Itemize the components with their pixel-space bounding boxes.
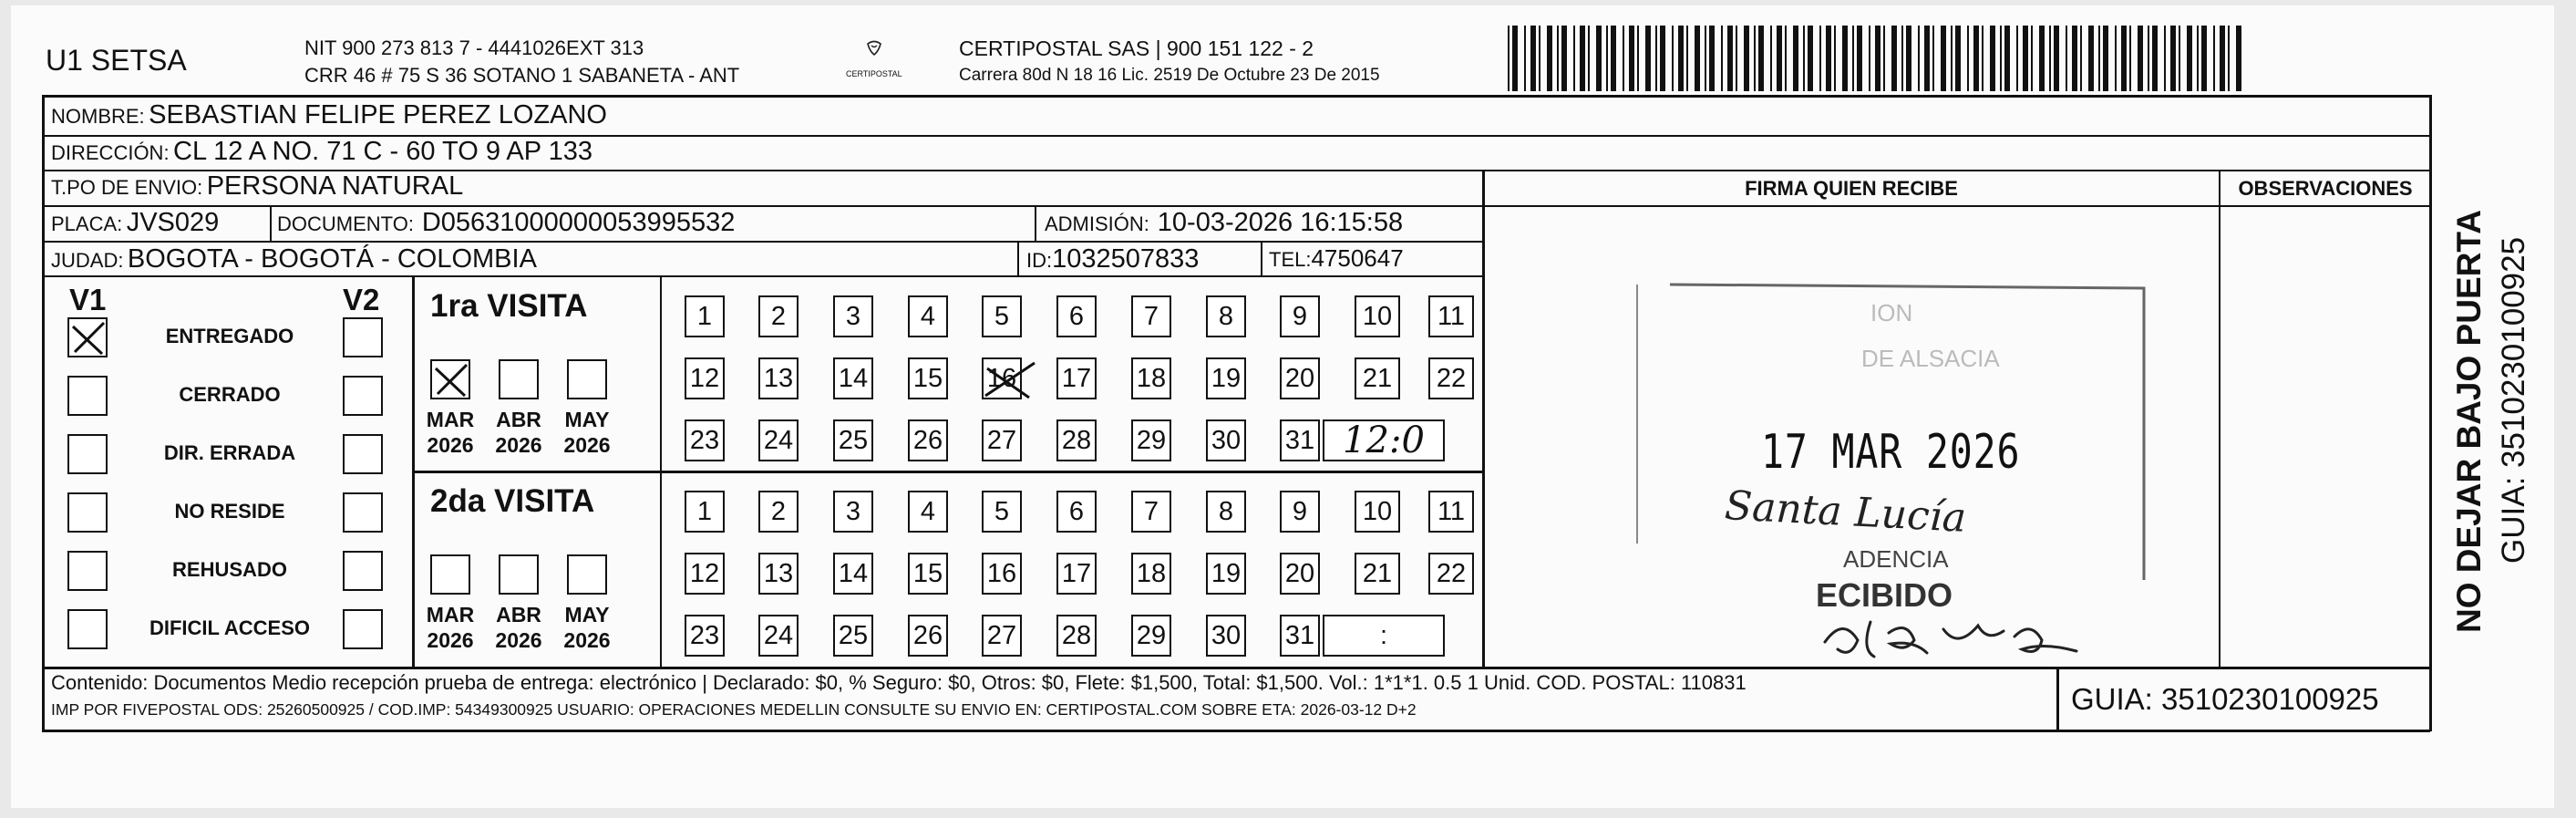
tel-value: 4750647 (1311, 244, 1404, 272)
barcode-bar (2220, 26, 2225, 91)
direccion-label: DIRECCIÓN: (51, 141, 170, 164)
barcode-bar (1580, 26, 1585, 91)
barcode-bar (1852, 26, 1854, 91)
barcode-bar (1629, 26, 1634, 91)
placa-value: JVS029 (126, 208, 220, 237)
tipo-label: T.PO DE ENVIO: (51, 176, 203, 199)
barcode-bar (2066, 26, 2067, 91)
id-label: ID: (1026, 249, 1053, 272)
barcode-bar (1660, 26, 1665, 91)
barcode-bar (2236, 26, 2241, 91)
day-cell[interactable]: 31 (1280, 419, 1320, 461)
barcode-bar (2170, 26, 2176, 91)
barcode-bar (2201, 26, 2207, 91)
barcode-bar (1655, 26, 1657, 91)
day-cell[interactable]: 30 (1206, 615, 1246, 657)
day-cell[interactable]: 6 (1056, 295, 1097, 337)
barcode-bar (1834, 26, 1836, 91)
barcode-bar (2004, 26, 2010, 91)
v2-checkbox[interactable] (343, 434, 383, 474)
barcode-bar (2054, 26, 2059, 91)
v1-checkbox[interactable] (67, 492, 108, 533)
day-cell[interactable]: 29 (1131, 615, 1171, 657)
admision-value: 10-03-2026 16:15:58 (1157, 208, 1404, 237)
signature (1816, 615, 2107, 668)
day-cell[interactable]: 2 (758, 295, 799, 337)
barcode-bar (2129, 26, 2131, 91)
day-cell[interactable]: 10 (1355, 491, 1400, 533)
v2-checkbox[interactable] (343, 551, 383, 591)
barcode-bar (1672, 26, 1674, 91)
v1-checkbox[interactable] (67, 551, 108, 591)
v1-checkbox[interactable] (67, 376, 108, 416)
day-cell[interactable]: 5 (982, 295, 1022, 337)
visit-2-title: 2da VISITA (430, 483, 595, 519)
barcode-bar (2213, 26, 2215, 91)
barcode-bar (1941, 26, 1946, 91)
day-cell[interactable]: 19 (1206, 357, 1246, 399)
day-cell[interactable]: 7 (1131, 295, 1171, 337)
v2-checkbox[interactable] (343, 609, 383, 649)
day-cell[interactable]: 16 (982, 553, 1022, 595)
nit-line: NIT 900 273 813 7 - 4441026EXT 313 (304, 36, 644, 59)
barcode-bar (1982, 26, 1984, 91)
day-cell[interactable]: 11 (1428, 295, 1474, 337)
v2-checkbox[interactable] (343, 376, 383, 416)
company-line: CERTIPOSTAL SAS | 900 151 122 - 2 (959, 36, 1314, 60)
direccion-value: CL 12 A NO. 71 C - 60 TO 9 AP 133 (173, 137, 593, 166)
month-checkbox[interactable] (499, 359, 539, 399)
barcode-bar (1901, 26, 1903, 91)
barcode-bar (1875, 26, 1880, 91)
barcode-bar (2197, 26, 2199, 91)
barcode-bar (1508, 26, 1510, 91)
barcode-bar (1770, 26, 1772, 91)
month-checkbox[interactable] (567, 359, 607, 399)
day-cell[interactable]: 8 (1206, 491, 1246, 533)
documento-label: DOCUMENTO: (277, 212, 414, 235)
observaciones-label: OBSERVACIONES (2238, 177, 2413, 200)
certipostal-logo: CERTIPOSTAL (848, 33, 901, 86)
month-label: MAY 2026 (563, 408, 611, 457)
barcode-bar (1793, 26, 1798, 91)
v2-label: V2 (343, 283, 380, 316)
month-checkbox[interactable] (499, 554, 539, 595)
barcode-bar (1611, 26, 1616, 91)
time-box[interactable] (1323, 419, 1445, 461)
day-cell[interactable]: 15 (908, 357, 948, 399)
barcode-bar (1808, 26, 1813, 91)
day-cell[interactable]: 15 (908, 553, 948, 595)
day-cell[interactable]: 18 (1131, 357, 1171, 399)
month-checkbox[interactable] (567, 554, 607, 595)
barcode-bar (1637, 26, 1639, 91)
barcode-bar (1573, 26, 1575, 91)
ciudad-label: JUDAD: (51, 249, 124, 272)
nombre-value: SEBASTIAN FELIPE PEREZ LOZANO (149, 100, 607, 129)
barcode-bar (2049, 26, 2051, 91)
barcode-bar (1530, 26, 1536, 91)
barcode-bar (1955, 26, 1961, 91)
barcode-bar (1819, 26, 1821, 91)
barcode-bar (1924, 26, 1930, 91)
license-line: Carrera 80d N 18 16 Lic. 2519 De Octubre 23 De 2015 (959, 66, 1380, 85)
barcode-bar (1842, 26, 1848, 91)
day-cell[interactable]: 14 (833, 553, 873, 595)
barcode-bar (2098, 26, 2100, 91)
address-line: CRR 46 # 75 S 36 SOTANO 1 SABANETA - ANT (304, 64, 740, 87)
day-cell[interactable]: 19 (1206, 553, 1246, 595)
barcode-bar (1561, 26, 1567, 91)
barcode-bar (2115, 26, 2117, 91)
month-label: MAR 2026 (426, 603, 475, 652)
status-option-label: NO RESIDE (174, 500, 285, 523)
barcode-bar (2016, 26, 2018, 91)
barcode-bar (1990, 26, 1995, 91)
barcode-bar (1951, 26, 1953, 91)
status-option-label: REHUSADO (172, 558, 287, 581)
firma-label: FIRMA QUIEN RECIBE (1745, 177, 1958, 200)
month-label: MAY 2026 (563, 603, 611, 652)
day-cell[interactable]: 2 (758, 491, 799, 533)
placa-label: PLACA: (51, 212, 123, 235)
barcode-bar (1721, 26, 1723, 91)
barcode-bar (1695, 26, 1700, 91)
day-cell[interactable]: 4 (908, 491, 948, 533)
barcode-bar (1777, 26, 1782, 91)
day-cell[interactable]: 30 (1206, 419, 1246, 461)
barcode-bar (1918, 26, 1920, 91)
day-cell[interactable]: 25 (833, 419, 873, 461)
barcode-bar (2023, 26, 2028, 91)
barcode-bar (2148, 26, 2149, 91)
barcode-bar (1869, 26, 1870, 91)
day-cell[interactable]: 28 (1056, 419, 1097, 461)
barcode-bar (2031, 26, 2033, 91)
day-cell[interactable]: 8 (1206, 295, 1246, 337)
documento-value: D05631000000053995532 (421, 208, 736, 237)
day-cell[interactable]: 24 (758, 615, 799, 657)
month-label: ABR 2026 (495, 603, 542, 652)
month-checkbox[interactable] (430, 554, 470, 595)
day-cell[interactable]: 27 (982, 615, 1022, 657)
handwritten-time: 12:0 (1343, 419, 1425, 461)
barcode-bar (2103, 26, 2108, 91)
status-option-label: CERRADO (179, 383, 281, 406)
received-stamp: ION DE ALSACIA 17 MAR 2026 ADENCIA ECIBIDO (1633, 279, 2153, 589)
day-cell[interactable]: 28 (1056, 615, 1097, 657)
day-cell[interactable]: 6 (1056, 491, 1097, 533)
month-checkbox[interactable] (430, 359, 470, 399)
day-cell[interactable]: 22 (1428, 357, 1474, 399)
barcode-bar (2088, 26, 2094, 91)
barcode-bar (1512, 26, 1518, 91)
barcode-bar (1705, 26, 1706, 91)
footer-content-line: Contenido: Documentos Medio recepción prueba de entrega: electrónico | Declarado: $0, % Seguro: $0, Otros: $0, Flete: $1,500, Total: $1,500. Vol.: 1*1*1. 0.5 1 Unid. COD. POSTAL: 110831 (51, 671, 1747, 694)
id-value: 1032507833 (1052, 244, 1200, 274)
barcode-bar (1973, 26, 1979, 91)
barcode-bar (1857, 26, 1862, 91)
day-cell[interactable]: 7 (1131, 491, 1171, 533)
barcode-bar (1557, 26, 1559, 91)
day-cell[interactable]: 9 (1280, 295, 1320, 337)
status-option-label: DIFICIL ACCESO (149, 616, 310, 639)
day-cell[interactable]: 3 (833, 295, 873, 337)
barcode-bar (2152, 26, 2158, 91)
barcode-bar (1826, 26, 1831, 91)
no-dejar-notice: NO DEJAR BAJO PUERTA (2450, 210, 2488, 633)
barcode-bar (1906, 26, 1911, 91)
day-cell[interactable]: 26 (908, 419, 948, 461)
barcode (1508, 26, 2244, 91)
barcode-bar (1754, 26, 1756, 91)
day-cell[interactable]: 17 (1056, 357, 1097, 399)
footer-imp-line: IMP POR FIVEPOSTAL ODS: 25260500925 / COD.IMP: 54349300925 USUARIO: OPERACIONES MEDELLIN CONSULTE SU ENVIO EN: CERTIPOSTAL.COM SOBRE ETA: 2026-03-12 D+2 (51, 700, 1417, 719)
day-cell[interactable]: 29 (1131, 419, 1171, 461)
barcode-bar (1588, 26, 1590, 91)
day-cell[interactable]: 31 (1280, 615, 1320, 657)
day-cell[interactable]: 12 (685, 553, 725, 595)
barcode-bar (1539, 26, 1540, 91)
barcode-bar (1967, 26, 1969, 91)
month-label: ABR 2026 (495, 408, 542, 457)
day-cell[interactable]: 3 (833, 491, 873, 533)
day-cell[interactable]: 25 (833, 615, 873, 657)
barcode-bar (1891, 26, 1897, 91)
visit-1-title: 1ra VISITA (430, 288, 588, 324)
barcode-bar (1727, 26, 1733, 91)
day-cell[interactable]: 23 (685, 615, 725, 657)
barcode-bar (1736, 26, 1737, 91)
barcode-bar (2039, 26, 2045, 91)
day-cell[interactable]: 24 (758, 419, 799, 461)
v2-checkbox[interactable] (343, 492, 383, 533)
day-cell[interactable]: 12 (685, 357, 725, 399)
tipo-value: PERSONA NATURAL (206, 171, 464, 201)
v1-checkbox[interactable] (67, 609, 108, 649)
footer-guia: GUIA: 3510230100925 (2071, 682, 2379, 716)
month-label: MAR 2026 (426, 408, 475, 457)
day-cell[interactable]: 23 (685, 419, 725, 461)
barcode-bar (2179, 26, 2180, 91)
barcode-bar (2228, 26, 2230, 91)
barcode-bar (2080, 26, 2082, 91)
day-cell[interactable]: 11 (1428, 491, 1474, 533)
tel-label: TEL: (1269, 248, 1312, 271)
v2-checkbox[interactable] (343, 317, 383, 357)
day-cell[interactable]: 22 (1428, 553, 1474, 595)
day-cell[interactable]: 9 (1280, 491, 1320, 533)
day-cell[interactable]: 20 (1280, 357, 1320, 399)
day-cell[interactable]: 13 (758, 357, 799, 399)
day-cell[interactable]: 16 (982, 357, 1022, 399)
stamp-date: 17 MAR 2026 (1761, 425, 2021, 480)
day-cell[interactable]: 26 (908, 615, 948, 657)
barcode-bar (1645, 26, 1651, 91)
barcode-bar (1678, 26, 1684, 91)
barcode-bar (1547, 26, 1552, 91)
day-cell[interactable]: 20 (1280, 553, 1320, 595)
barcode-bar (1623, 26, 1624, 91)
status-option-label: DIR. ERRADA (163, 441, 296, 464)
side-guia: GUIA: 3510230100925 (2496, 236, 2531, 564)
time-box[interactable]: : (1323, 615, 1445, 657)
barcode-bar (2072, 26, 2077, 91)
barcode-bar (2000, 26, 2002, 91)
barcode-bar (1606, 26, 1608, 91)
barcode-bar (2138, 26, 2143, 91)
day-cell[interactable]: 13 (758, 553, 799, 595)
v1-checkbox[interactable] (67, 434, 108, 474)
barcode-bar (2164, 26, 2166, 91)
day-cell[interactable]: 14 (833, 357, 873, 399)
admision-label: ADMISIÓN: (1045, 212, 1149, 235)
barcode-bar (1686, 26, 1688, 91)
day-cell[interactable]: 5 (982, 491, 1022, 533)
barcode-bar (1785, 26, 1787, 91)
nombre-label: NOMBRE: (51, 105, 145, 128)
handwritten-name: Santa Lucía (1723, 482, 1968, 542)
day-cell[interactable]: 18 (1131, 553, 1171, 595)
day-cell[interactable]: 1 (685, 491, 725, 533)
brand-name: U1 SETSA (46, 44, 187, 77)
barcode-bar (1596, 26, 1602, 91)
barcode-bar (1709, 26, 1715, 91)
v1-label: V1 (69, 283, 107, 316)
day-cell[interactable]: 21 (1355, 357, 1400, 399)
barcode-bar (1524, 26, 1526, 91)
barcode-bar (2187, 26, 2192, 91)
barcode-bar (1883, 26, 1885, 91)
barcode-bar (2121, 26, 2127, 91)
day-cell[interactable]: 10 (1355, 295, 1400, 337)
shipping-label (11, 5, 2554, 808)
day-cell[interactable]: 1 (685, 295, 725, 337)
barcode-bar (1744, 26, 1749, 91)
barcode-bar (1803, 26, 1805, 91)
day-cell[interactable]: 4 (908, 295, 948, 337)
v1-checkbox[interactable] (67, 317, 108, 357)
status-option-label: ENTREGADO (165, 325, 294, 347)
barcode-bar (1932, 26, 1934, 91)
day-cell[interactable]: 27 (982, 419, 1022, 461)
ciudad-value: BOGOTA - BOGOTÁ - COLOMBIA (127, 244, 537, 274)
day-cell[interactable]: 17 (1056, 553, 1097, 595)
day-cell[interactable]: 21 (1355, 553, 1400, 595)
barcode-bar (1758, 26, 1764, 91)
